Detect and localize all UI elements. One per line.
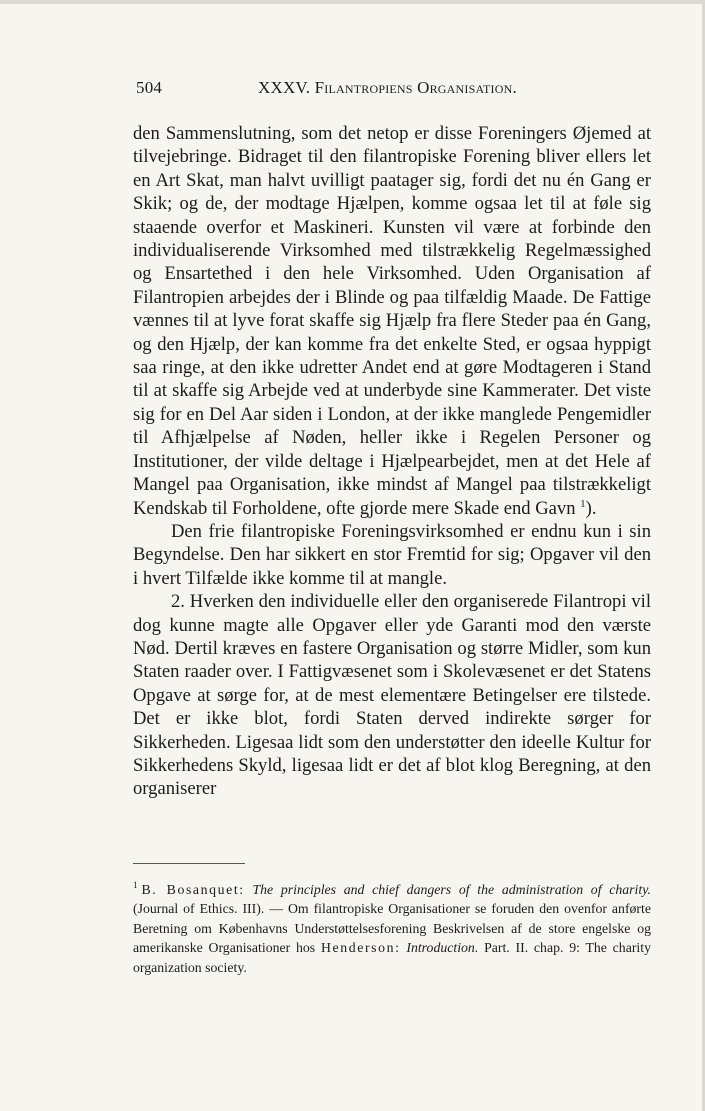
page-header — [136, 78, 636, 102]
page-number: 504 — [136, 78, 163, 97]
running-title: XXXV. Filantropiens Organisation. — [258, 78, 517, 97]
body-text — [133, 122, 651, 801]
footnote-divider — [133, 863, 245, 864]
paragraph-continued — [133, 122, 651, 520]
footnote-author-1: B. Bosanquet: — [141, 882, 245, 897]
footnote-reference[interactable]: 1 — [580, 497, 586, 510]
footnote-title-1: The principles and chief dangers of the administration of charity. — [252, 882, 652, 897]
footnote-mark: 1 — [133, 880, 138, 891]
footnote — [133, 880, 651, 977]
footnote-source-1: (Journal of Ethics. III). — Om filantropiske Organisationer se foruden den ovenfor anførte Beretning om Københavns Understøttelsesforening Beskrivelsen af de store engelske og amerikanske Organisationer hos — [133, 901, 651, 956]
footnote-title-2: Introduction. — [406, 940, 479, 956]
paragraph-1-text: den Sammenslutning, som det netop er disse Foreningers Øjemed at tilvejebringe. Bidraget til den filantropiske Forening bliver ellers let en Art Skat, man halvt uvilligt paatager sig, fordi det nu én Gang er Skik; og de, der modtage Hjælpen, komme ogsaa let til at føle sig staaende overfor et Maskineri. Kunsten vil være at forbinde den individualiserende Virksomhed med tilstrækkelig Regelmæssighed og Ensartethed i den hele Virksomhed. Uden Organisation af Filantropien arbejdes der i Blinde og paa tilfældig Maade. De Fattige vænnes til at lyve forat skaffe sig Hjælp fra flere Steder paa én Gang, og den Hjælp, der kan komme fra det enkelte Sted, er ogsaa hyppigt saa ringe, at den ikke udretter Andet end at gøre Modtageren i Stand til at skaffe sig Arbejde ved at underbyde sine Kammerater. Det viste sig for en Del Aar siden i London, at der ikke manglede Pengemidler til Afhjælpelse af Nøden, heller ikke i Regelen Personer og Institutioner, der vilde deltage i Hjælpearbejdet, men at det Hele af Mangel paa Organisation, ikke mindst af Mangel paa tilstrækkeligt Kendskab til Forholdene, ofte gjorde mere Skade end Gavn — [133, 123, 651, 519]
footnote-source-2: Part. II. chap. 9: The charity organization society. — [133, 940, 651, 975]
paragraph-2: Den frie filantropiske Foreningsvirksomhed er endnu kun i sin Begyndelse. Den har sikkert en stor Fremtid for sig; Opgaver vil den i hvert Tilfælde ikke komme til at mangle. — [133, 520, 651, 589]
paragraph-3: 2. Hverken den individuelle eller den organiserede Filantropi vil dog kunne magte alle Opgaver eller yde Garanti mod den værste Nød. Dertil kræves en fastere Organisation og større Midler, som kun Staten raader over. I Fattigvæsenet som i Skolevæsenet er det Statens Opgave at sørge for, at de mest elementære Betingelser ere tilstede. Det er ikke blot, fordi Staten derved indirekte sørger for Sikkerheden. Ligesaa lidt som den understøtter den ideelle Kultur for Sikkerhedens Skyld, ligesaa lidt er det af blot klog Beregning, at den organiserer — [133, 591, 651, 800]
paragraph-1-end: ). — [585, 497, 597, 519]
footnote-author-2: Henderson: — [320, 940, 401, 956]
